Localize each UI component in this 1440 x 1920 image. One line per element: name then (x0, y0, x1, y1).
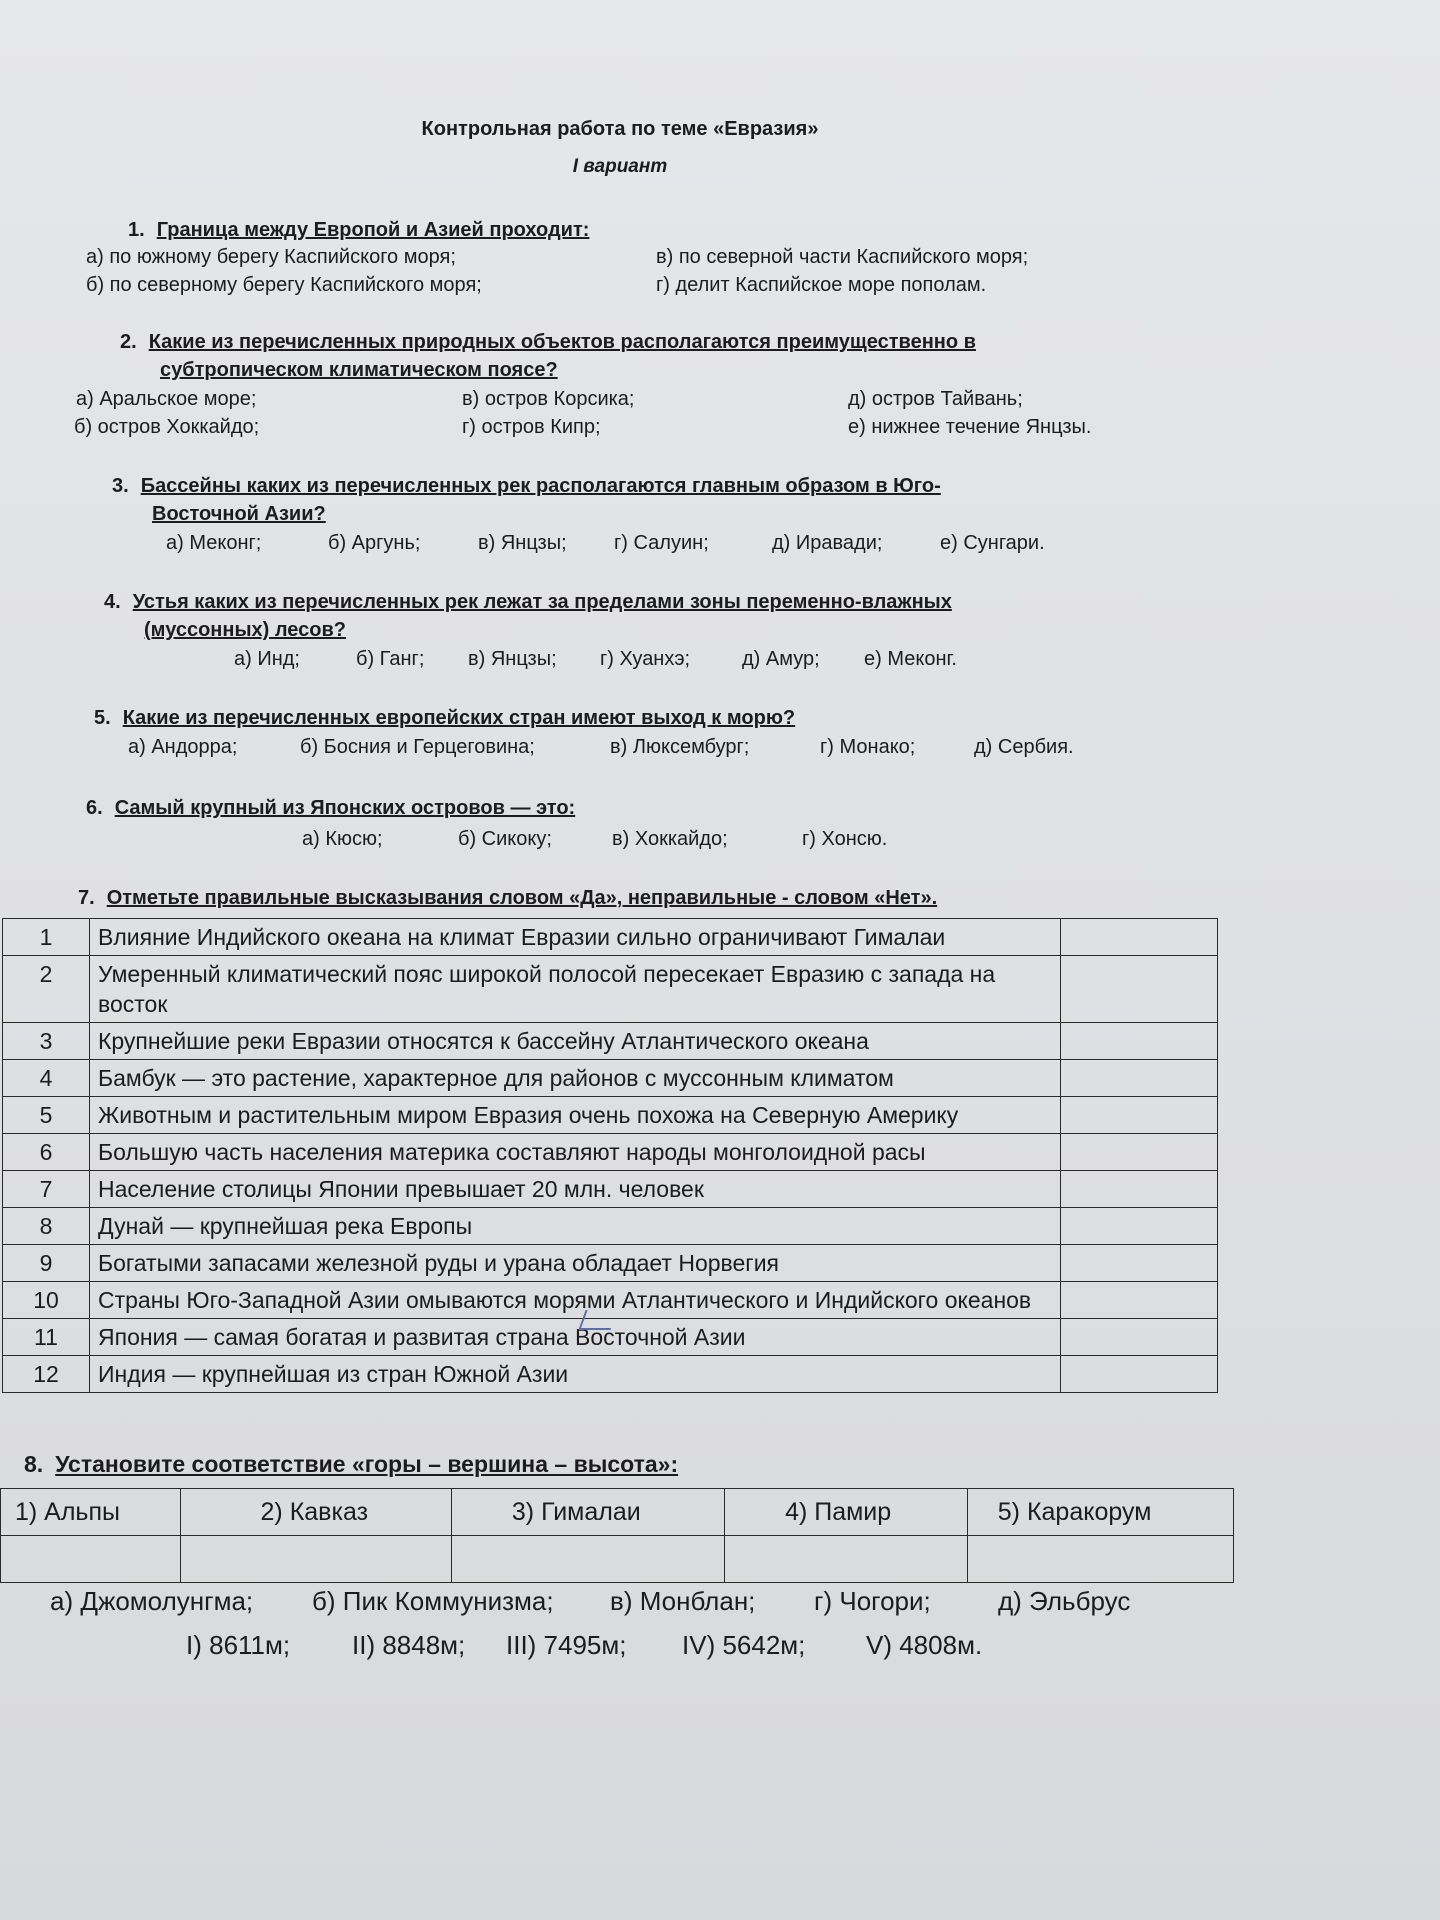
answer-cell[interactable] (1061, 1356, 1218, 1393)
question-5 (94, 704, 795, 732)
height-option: IV) 5642м; (682, 1630, 806, 1660)
answer-cell[interactable] (1061, 1134, 1218, 1171)
statement-number: 5 (3, 1097, 90, 1134)
answer-option: в) остров Корсика; (462, 388, 635, 410)
statement-text: Страны Юго-Западной Азии омываются морями Атлантического и Индийского океанов (90, 1282, 1061, 1319)
answer-cell[interactable] (180, 1536, 451, 1583)
answer-option: г) Хуанхэ; (600, 648, 691, 670)
question-text: Какие из перечисленных природных объектов располагаются преимущественно в (148, 331, 976, 353)
answer-option: а) Меконг; (166, 532, 262, 554)
answer-option: в) по северной части Каспийского моря; (656, 246, 1029, 268)
table-row (3, 919, 1218, 956)
statement-number: 6 (3, 1134, 90, 1171)
table-row (3, 1060, 1218, 1097)
question-text: Бассейны каких из перечисленных рек располагаются главным образом в Юго- (140, 475, 941, 497)
answer-option: б) Ганг; (356, 648, 425, 670)
peak-option: а) Джомолунгма; (50, 1586, 254, 1616)
mountain-header: 1) Альпы (1, 1489, 181, 1536)
answer-option: д) Иравади; (772, 532, 883, 554)
question-number: 4. (104, 591, 121, 613)
answer-cell[interactable] (1, 1536, 181, 1583)
mountain-header: 5) Каракорум (967, 1489, 1233, 1536)
statement-text: Япония — самая богатая и развитая страна Восточной Азии (90, 1319, 1061, 1356)
question-2 (120, 328, 1160, 384)
question-text: Устья каких из перечисленных рек лежат за пределами зоны переменно-влажных (132, 591, 952, 613)
table-row (3, 1171, 1218, 1208)
answer-option: б) по северному берегу Каспийского моря; (86, 274, 482, 296)
table-row (3, 1134, 1218, 1171)
statement-text: Крупнейшие реки Евразии относятся к бассейну Атлантического океана (90, 1023, 1061, 1060)
table-row (3, 1356, 1218, 1393)
statement-number: 4 (3, 1060, 90, 1097)
variant-label: I вариант (572, 156, 668, 177)
peak-option: в) Монблан; (610, 1586, 756, 1616)
statement-text: Богатыми запасами железной руды и урана обладает Норвегия (90, 1245, 1061, 1282)
height-option: V) 4808м. (866, 1630, 983, 1660)
mountain-header: 3) Гималаи (451, 1489, 724, 1536)
question-number: 2. (120, 331, 137, 353)
answer-option: а) Аральское море; (76, 388, 257, 410)
statement-text: Большую часть населения материка составляют народы монголоидной расы (90, 1134, 1061, 1171)
statement-text: Индия — крупнейшая из стран Южной Азии (90, 1356, 1061, 1393)
answer-cell[interactable] (1061, 1171, 1218, 1208)
answer-cell[interactable] (1061, 919, 1218, 956)
statement-number: 8 (3, 1208, 90, 1245)
question-6 (86, 794, 575, 822)
answer-option: а) Инд; (234, 648, 300, 670)
statement-text: Дунай — крупнейшая река Европы (90, 1208, 1061, 1245)
mountain-header: 2) Кавказ (180, 1489, 451, 1536)
answer-option: б) остров Хоккайдо; (74, 416, 260, 438)
height-option: III) 7495м; (506, 1630, 627, 1660)
answer-option: д) остров Тайвань; (848, 388, 1023, 410)
answer-option: а) Кюсю; (302, 828, 383, 850)
answer-option: г) остров Кипр; (462, 416, 601, 438)
question-7 (78, 884, 937, 912)
statement-text: Животным и растительным миром Евразия очень похожа на Северную Америку (90, 1097, 1061, 1134)
answer-option: г) Монако; (820, 736, 916, 758)
question-3 (112, 472, 1172, 528)
answer-option: е) Сунгари. (940, 532, 1045, 554)
question-number: 8. (24, 1451, 44, 1477)
question-number: 1. (128, 219, 145, 241)
peak-option: г) Чогори; (814, 1586, 931, 1616)
statement-number: 7 (3, 1171, 90, 1208)
statement-number: 2 (3, 956, 90, 1023)
answer-cell[interactable] (1061, 1208, 1218, 1245)
height-option: I) 8611м; (186, 1630, 291, 1660)
matching-header-row (1, 1489, 1234, 1536)
answer-cell[interactable] (1061, 1097, 1218, 1134)
question-text-cont: (муссонных) лесов? (144, 619, 347, 641)
answer-option: а) Андорра; (128, 736, 238, 758)
table-row (3, 1023, 1218, 1060)
table-row (3, 956, 1218, 1023)
question-8 (24, 1450, 678, 1478)
question-number: 5. (94, 707, 111, 729)
question-text: Самый крупный из Японских островов — это: (114, 797, 576, 819)
matching-table (0, 1488, 1234, 1583)
question-number: 7. (78, 887, 95, 909)
question-text: Граница между Европой и Азией проходит: (156, 219, 590, 241)
answer-option: в) Люксембург; (610, 736, 750, 758)
answer-cell[interactable] (1061, 1245, 1218, 1282)
answer-option: б) Аргунь; (328, 532, 421, 554)
table-row (3, 1097, 1218, 1134)
question-4 (104, 588, 1184, 644)
page-title: Контрольная работа по теме «Евразия» (421, 118, 819, 140)
answer-option: б) Сикоку; (458, 828, 552, 850)
question-number: 3. (112, 475, 129, 497)
answer-cell[interactable] (1061, 956, 1218, 1023)
statement-number: 3 (3, 1023, 90, 1060)
answer-option: г) делит Каспийское море пополам. (656, 274, 987, 296)
statement-text: Бамбук — это растение, характерное для районов с муссонным климатом (90, 1060, 1061, 1097)
statement-number: 9 (3, 1245, 90, 1282)
statement-number: 11 (3, 1319, 90, 1356)
statement-text: Влияние Индийского океана на климат Евразии сильно ограничивают Гималаи (90, 919, 1061, 956)
answer-option: е) Меконг. (864, 648, 957, 670)
table-row (3, 1245, 1218, 1282)
peak-option: б) Пик Коммунизма; (312, 1586, 554, 1616)
answer-option: в) Янцзы; (478, 532, 567, 554)
question-number: 6. (86, 797, 103, 819)
question-text: Отметьте правильные высказывания словом «Да», неправильные - словом «Нет». (106, 887, 938, 909)
answer-option: г) Салуин; (614, 532, 709, 554)
answer-option: г) Хонсю. (802, 828, 888, 850)
statement-number: 10 (3, 1282, 90, 1319)
answer-option: е) нижнее течение Янцзы. (848, 416, 1092, 438)
answer-option: д) Сербия. (974, 736, 1074, 758)
question-text-cont: Восточной Азии? (152, 503, 326, 525)
answer-cell[interactable] (1061, 1023, 1218, 1060)
question-text: Установите соответствие «горы – вершина – высота»: (55, 1451, 679, 1477)
answer-cell[interactable] (1061, 1319, 1218, 1356)
answer-option: а) по южному берегу Каспийского моря; (86, 246, 456, 268)
question-text-cont: субтропическом климатическом поясе? (160, 359, 558, 381)
matching-answer-row (1, 1536, 1234, 1583)
peak-option: д) Эльбрус (998, 1586, 1131, 1616)
height-option: II) 8848м; (352, 1630, 466, 1660)
mountain-header: 4) Памир (725, 1489, 968, 1536)
question-1 (128, 216, 589, 244)
answer-cell[interactable] (1061, 1060, 1218, 1097)
table-row (3, 1208, 1218, 1245)
statement-text: Умеренный климатический пояс широкой полосой пересекает Евразию с запада на восток (90, 956, 1061, 1023)
answer-cell[interactable] (451, 1536, 724, 1583)
answer-option: в) Янцзы; (468, 648, 557, 670)
answer-option: в) Хоккайдо; (612, 828, 728, 850)
answer-cell[interactable] (725, 1536, 968, 1583)
answer-option: д) Амур; (742, 648, 820, 670)
question-text: Какие из перечисленных европейских стран имеют выход к морю? (122, 707, 796, 729)
statement-text: Население столицы Японии превышает 20 млн. человек (90, 1171, 1061, 1208)
answer-option: б) Босния и Герцеговина; (300, 736, 535, 758)
statement-number: 1 (3, 919, 90, 956)
statement-number: 12 (3, 1356, 90, 1393)
answer-cell[interactable] (967, 1536, 1233, 1583)
answer-cell[interactable] (1061, 1282, 1218, 1319)
